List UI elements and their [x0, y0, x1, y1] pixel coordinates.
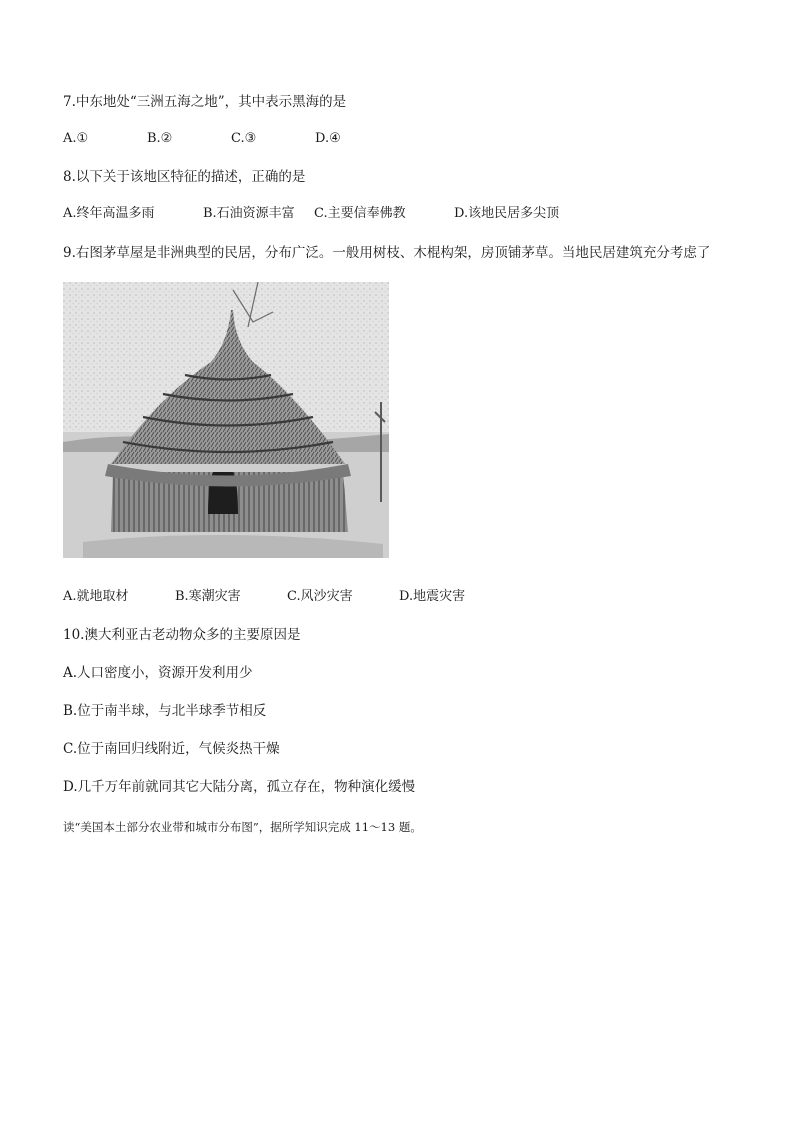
- question-10-stem: 10.澳大利亚古老动物众多的主要原因是: [63, 627, 301, 643]
- question-8-stem: 8.以下关于该地区特征的描述，正确的是: [63, 169, 306, 185]
- option-b[interactable]: B.位于南半球，与北半球季节相反: [63, 703, 267, 719]
- option-c[interactable]: C.③: [231, 131, 257, 146]
- option-b[interactable]: B.②: [147, 131, 173, 146]
- option-d[interactable]: D.几千万年前就同其它大陆分离，孤立存在，物种演化缓慢: [63, 779, 416, 795]
- option-c[interactable]: C.位于南回归线附近，气候炎热干燥: [63, 741, 280, 757]
- option-d[interactable]: D.④: [315, 131, 341, 146]
- option-b[interactable]: B.寒潮灾害: [175, 589, 241, 604]
- option-a[interactable]: A.终年高温多雨: [63, 206, 155, 221]
- thatched-hut-photo: [63, 282, 389, 558]
- option-c[interactable]: C.主要信奉佛教: [314, 206, 406, 221]
- option-d[interactable]: D.地震灾害: [399, 589, 466, 604]
- instruction-11-13: 读“美国本土部分农业带和城市分布图”，据所学知识完成 11～13 题。: [63, 820, 422, 834]
- option-a[interactable]: A.①: [63, 131, 89, 146]
- option-a[interactable]: A.人口密度小，资源开发利用少: [63, 665, 253, 681]
- question-9-stem: 9.右图茅草屋是非洲典型的民居，分布广泛。一般用树枝、木棍构架，房顶铺茅草。当地民居建筑充分考虑了: [63, 245, 711, 261]
- option-d[interactable]: D.该地民居多尖顶: [454, 206, 560, 221]
- option-a[interactable]: A.就地取材: [63, 589, 129, 604]
- option-c[interactable]: C.风沙灾害: [287, 589, 353, 604]
- option-b[interactable]: B.石油资源丰富: [203, 206, 295, 221]
- question-7-stem: 7.中东地处“三洲五海之地”，其中表示黑海的是: [63, 94, 347, 110]
